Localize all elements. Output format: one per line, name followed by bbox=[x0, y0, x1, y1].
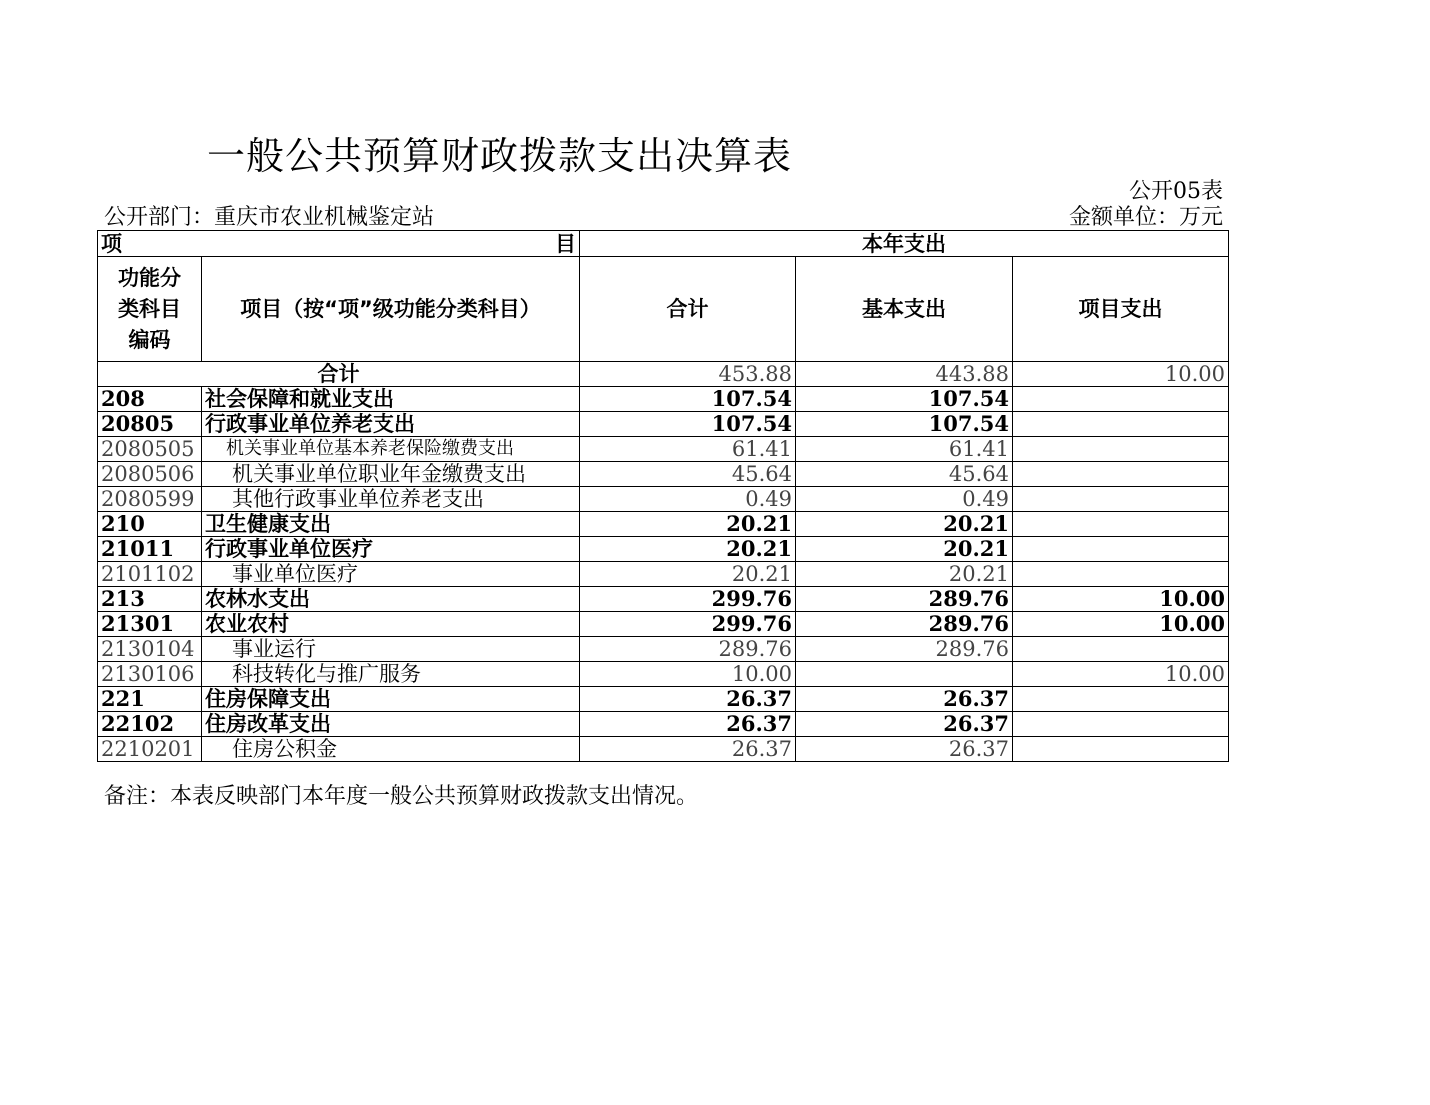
row-total: 107.54 bbox=[580, 412, 796, 437]
row-total: 20.21 bbox=[580, 537, 796, 562]
row-project bbox=[1013, 737, 1229, 762]
row-basic: 0.49 bbox=[796, 487, 1013, 512]
row-total: 20.21 bbox=[580, 512, 796, 537]
table-row bbox=[98, 387, 1229, 412]
basic-header: 基本支出 bbox=[796, 257, 1013, 362]
row-total: 26.37 bbox=[580, 712, 796, 737]
row-code: 21301 bbox=[98, 612, 202, 637]
row-name: 科技转化与推广服务 bbox=[202, 662, 580, 687]
row-name: 社会保障和就业支出 bbox=[202, 387, 580, 412]
row-code: 2130104 bbox=[98, 637, 202, 662]
row-code: 2080506 bbox=[98, 462, 202, 487]
row-basic: 26.37 bbox=[796, 687, 1013, 712]
row-total: 289.76 bbox=[580, 637, 796, 662]
row-code: 2080599 bbox=[98, 487, 202, 512]
table-row bbox=[98, 662, 1229, 687]
row-project: 10.00 bbox=[1013, 587, 1229, 612]
row-project bbox=[1013, 537, 1229, 562]
row-code: 208 bbox=[98, 387, 202, 412]
row-code: 221 bbox=[98, 687, 202, 712]
row-name: 农林水支出 bbox=[202, 587, 580, 612]
project-header: 项目支出 bbox=[1013, 257, 1229, 362]
row-code: 2210201 bbox=[98, 737, 202, 762]
row-name: 行政事业单位医疗 bbox=[202, 537, 580, 562]
table-row bbox=[98, 637, 1229, 662]
row-basic: 107.54 bbox=[796, 387, 1013, 412]
total-row-label: 合计 bbox=[98, 362, 580, 387]
table-row bbox=[98, 462, 1229, 487]
row-code: 2130106 bbox=[98, 662, 202, 687]
row-name: 住房公积金 bbox=[202, 737, 580, 762]
expense-table bbox=[97, 230, 1229, 762]
row-project bbox=[1013, 437, 1229, 462]
row-total: 299.76 bbox=[580, 587, 796, 612]
row-basic: 26.37 bbox=[796, 737, 1013, 762]
table-row bbox=[98, 487, 1229, 512]
item-name-header: 项目（按“项”级功能分类科目） bbox=[202, 257, 580, 362]
table-row bbox=[98, 537, 1229, 562]
row-name: 卫生健康支出 bbox=[202, 512, 580, 537]
total-row-total: 453.88 bbox=[580, 362, 796, 387]
year-expense-header: 本年支出 bbox=[580, 231, 1229, 257]
item-header-left: 项 bbox=[101, 232, 122, 256]
row-code: 21011 bbox=[98, 537, 202, 562]
row-project bbox=[1013, 712, 1229, 737]
row-code: 213 bbox=[98, 587, 202, 612]
unit-label: 金额单位：万元 bbox=[1068, 205, 1223, 230]
row-basic: 20.21 bbox=[796, 537, 1013, 562]
row-basic: 20.21 bbox=[796, 512, 1013, 537]
row-basic: 107.54 bbox=[796, 412, 1013, 437]
row-name: 机关事业单位职业年金缴费支出 bbox=[202, 462, 580, 487]
row-basic: 26.37 bbox=[796, 712, 1013, 737]
row-project bbox=[1013, 687, 1229, 712]
row-project bbox=[1013, 462, 1229, 487]
header-row-1 bbox=[98, 231, 1229, 257]
table-row bbox=[98, 737, 1229, 762]
row-project: 10.00 bbox=[1013, 612, 1229, 637]
row-name: 事业单位医疗 bbox=[202, 562, 580, 587]
row-project bbox=[1013, 562, 1229, 587]
header-row-2 bbox=[98, 257, 1229, 362]
table-body bbox=[98, 387, 1229, 762]
table-row bbox=[98, 412, 1229, 437]
row-name: 农业农村 bbox=[202, 612, 580, 637]
row-name: 其他行政事业单位养老支出 bbox=[202, 487, 580, 512]
row-total: 45.64 bbox=[580, 462, 796, 487]
row-total: 61.41 bbox=[580, 437, 796, 462]
item-header-cell bbox=[98, 231, 580, 257]
row-project bbox=[1013, 637, 1229, 662]
page-title: 一般公共预算财政拨款支出决算表 bbox=[207, 134, 793, 178]
row-name: 行政事业单位养老支出 bbox=[202, 412, 580, 437]
table-row bbox=[98, 712, 1229, 737]
row-total: 0.49 bbox=[580, 487, 796, 512]
row-project bbox=[1013, 412, 1229, 437]
table-row bbox=[98, 562, 1229, 587]
table-row bbox=[98, 612, 1229, 637]
row-total: 299.76 bbox=[580, 612, 796, 637]
footnote: 备注：本表反映部门本年度一般公共预算财政拨款支出情况。 bbox=[104, 784, 699, 809]
item-header-right: 目 bbox=[555, 232, 576, 256]
row-basic: 289.76 bbox=[796, 587, 1013, 612]
row-basic: 61.41 bbox=[796, 437, 1013, 462]
row-code: 210 bbox=[98, 512, 202, 537]
row-total: 26.37 bbox=[580, 737, 796, 762]
row-name: 机关事业单位基本养老保险缴费支出 bbox=[202, 437, 580, 462]
table-row bbox=[98, 437, 1229, 462]
row-basic: 289.76 bbox=[796, 637, 1013, 662]
row-project: 10.00 bbox=[1013, 662, 1229, 687]
total-row-project: 10.00 bbox=[1013, 362, 1229, 387]
func-code-header: 功能分类科目编码 bbox=[98, 257, 202, 362]
row-project bbox=[1013, 487, 1229, 512]
row-name: 住房保障支出 bbox=[202, 687, 580, 712]
total-row-basic: 443.88 bbox=[796, 362, 1013, 387]
row-name: 住房改革支出 bbox=[202, 712, 580, 737]
row-basic: 45.64 bbox=[796, 462, 1013, 487]
table-row bbox=[98, 512, 1229, 537]
total-header: 合计 bbox=[580, 257, 796, 362]
row-basic: 289.76 bbox=[796, 612, 1013, 637]
department-label: 公开部门：重庆市农业机械鉴定站 bbox=[104, 205, 435, 230]
row-project bbox=[1013, 512, 1229, 537]
row-code: 20805 bbox=[98, 412, 202, 437]
row-basic: 20.21 bbox=[796, 562, 1013, 587]
row-basic bbox=[796, 662, 1013, 687]
row-total: 107.54 bbox=[580, 387, 796, 412]
row-name: 事业运行 bbox=[202, 637, 580, 662]
table-row bbox=[98, 687, 1229, 712]
row-code: 22102 bbox=[98, 712, 202, 737]
row-total: 20.21 bbox=[580, 562, 796, 587]
table-row bbox=[98, 587, 1229, 612]
form-code: 公开05表 bbox=[1129, 179, 1223, 204]
total-row bbox=[98, 362, 1229, 387]
row-code: 2080505 bbox=[98, 437, 202, 462]
row-project bbox=[1013, 387, 1229, 412]
row-total: 10.00 bbox=[580, 662, 796, 687]
row-code: 2101102 bbox=[98, 562, 202, 587]
row-total: 26.37 bbox=[580, 687, 796, 712]
